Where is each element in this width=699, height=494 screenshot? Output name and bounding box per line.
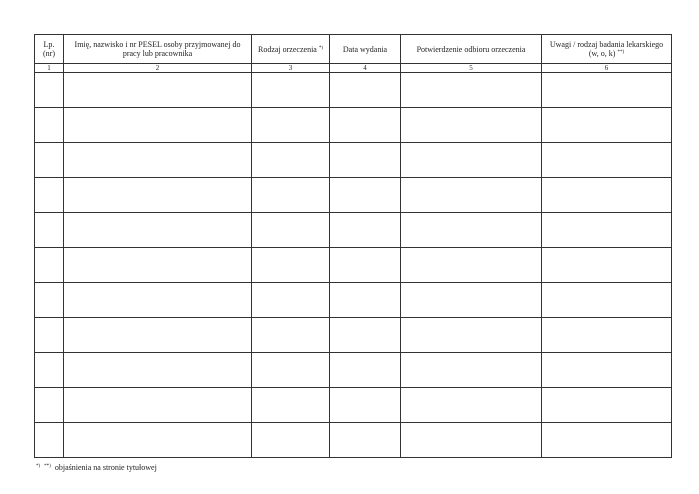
- table-cell[interactable]: [401, 388, 542, 423]
- table-cell[interactable]: [401, 353, 542, 388]
- table-cell[interactable]: [64, 108, 252, 143]
- register-table: [34, 34, 672, 458]
- table-cell[interactable]: [35, 353, 64, 388]
- header-rodzaj-orzeczenia: Rodzaj orzeczenia *): [252, 35, 330, 64]
- table-cell[interactable]: [64, 178, 252, 213]
- table-cell[interactable]: [64, 213, 252, 248]
- column-number: 3: [252, 64, 330, 73]
- table-cell[interactable]: [542, 73, 672, 108]
- table-cell[interactable]: [542, 248, 672, 283]
- table-cell[interactable]: [330, 423, 401, 458]
- table-cell[interactable]: [330, 248, 401, 283]
- table-cell[interactable]: [542, 423, 672, 458]
- header-lp: Lp. (nr): [35, 35, 64, 64]
- table-cell[interactable]: [330, 213, 401, 248]
- table-cell[interactable]: [35, 318, 64, 353]
- table-cell[interactable]: [64, 283, 252, 318]
- register-sheet: [34, 34, 672, 458]
- table-cell[interactable]: [252, 353, 330, 388]
- table-cell[interactable]: [252, 318, 330, 353]
- table-row: [35, 388, 672, 423]
- table-cell[interactable]: [330, 73, 401, 108]
- table-cell[interactable]: [330, 178, 401, 213]
- header-uwagi: Uwagi / rodzaj badania lekarskiego (w, o, k) **): [542, 35, 672, 64]
- table-cell[interactable]: [252, 213, 330, 248]
- header-row: [35, 35, 672, 64]
- table-cell[interactable]: [64, 318, 252, 353]
- table-cell[interactable]: [35, 178, 64, 213]
- table-cell[interactable]: [401, 73, 542, 108]
- table-row: [35, 143, 672, 178]
- table-cell[interactable]: [330, 143, 401, 178]
- column-number-row: [35, 64, 672, 73]
- column-number: 5: [401, 64, 542, 73]
- register-body: [35, 73, 672, 458]
- footnote-text: objaśnienia na stronie tytułowej: [54, 463, 157, 472]
- table-cell[interactable]: [35, 108, 64, 143]
- table-cell[interactable]: [35, 143, 64, 178]
- footnote-mark-1: *): [36, 464, 41, 469]
- table-cell[interactable]: [35, 213, 64, 248]
- table-cell[interactable]: [64, 73, 252, 108]
- table-cell[interactable]: [330, 353, 401, 388]
- table-row: [35, 423, 672, 458]
- column-number: 2: [64, 64, 252, 73]
- table-cell[interactable]: [542, 178, 672, 213]
- column-number: 6: [542, 64, 672, 73]
- table-cell[interactable]: [64, 353, 252, 388]
- table-cell[interactable]: [252, 143, 330, 178]
- table-cell[interactable]: [401, 318, 542, 353]
- table-cell[interactable]: [35, 423, 64, 458]
- table-row: [35, 178, 672, 213]
- table-row: [35, 283, 672, 318]
- table-cell[interactable]: [252, 388, 330, 423]
- column-number: 1: [35, 64, 64, 73]
- table-row: [35, 213, 672, 248]
- table-cell[interactable]: [542, 353, 672, 388]
- header-data-wydania: Data wydania: [330, 35, 401, 64]
- table-cell[interactable]: [330, 283, 401, 318]
- table-cell[interactable]: [252, 248, 330, 283]
- table-row: [35, 108, 672, 143]
- table-row: [35, 318, 672, 353]
- table-cell[interactable]: [35, 388, 64, 423]
- table-cell[interactable]: [401, 143, 542, 178]
- table-cell[interactable]: [35, 73, 64, 108]
- table-cell[interactable]: [330, 108, 401, 143]
- table-cell[interactable]: [542, 108, 672, 143]
- table-cell[interactable]: [35, 283, 64, 318]
- column-number: 4: [330, 64, 401, 73]
- table-row: [35, 248, 672, 283]
- table-cell[interactable]: [542, 283, 672, 318]
- table-cell[interactable]: [64, 248, 252, 283]
- table-cell[interactable]: [542, 388, 672, 423]
- table-cell[interactable]: [401, 283, 542, 318]
- table-cell[interactable]: [252, 73, 330, 108]
- table-row: [35, 73, 672, 108]
- table-cell[interactable]: [252, 108, 330, 143]
- footnote-mark-2: **): [44, 464, 51, 469]
- table-cell[interactable]: [330, 388, 401, 423]
- header-potwierdzenie: Potwierdzenie odbioru orzeczenia: [401, 35, 542, 64]
- table-row: [35, 353, 672, 388]
- table-cell[interactable]: [401, 248, 542, 283]
- table-cell[interactable]: [64, 388, 252, 423]
- table-cell[interactable]: [252, 178, 330, 213]
- footnote-mark: *): [318, 45, 324, 51]
- table-cell[interactable]: [542, 143, 672, 178]
- table-cell[interactable]: [401, 423, 542, 458]
- table-cell[interactable]: [542, 213, 672, 248]
- table-cell[interactable]: [64, 423, 252, 458]
- table-cell[interactable]: [401, 178, 542, 213]
- table-cell[interactable]: [64, 143, 252, 178]
- table-cell[interactable]: [35, 248, 64, 283]
- footnote-mark: **): [617, 50, 625, 55]
- table-cell[interactable]: [330, 318, 401, 353]
- header-name-pesel: Imię, nazwisko i nr PESEL osoby przyjmowanej do pracy lub pracownika: [64, 35, 252, 64]
- table-cell[interactable]: [401, 108, 542, 143]
- table-cell[interactable]: [252, 283, 330, 318]
- table-cell[interactable]: [401, 213, 542, 248]
- footnote: [36, 463, 157, 473]
- table-cell[interactable]: [252, 423, 330, 458]
- table-cell[interactable]: [542, 318, 672, 353]
